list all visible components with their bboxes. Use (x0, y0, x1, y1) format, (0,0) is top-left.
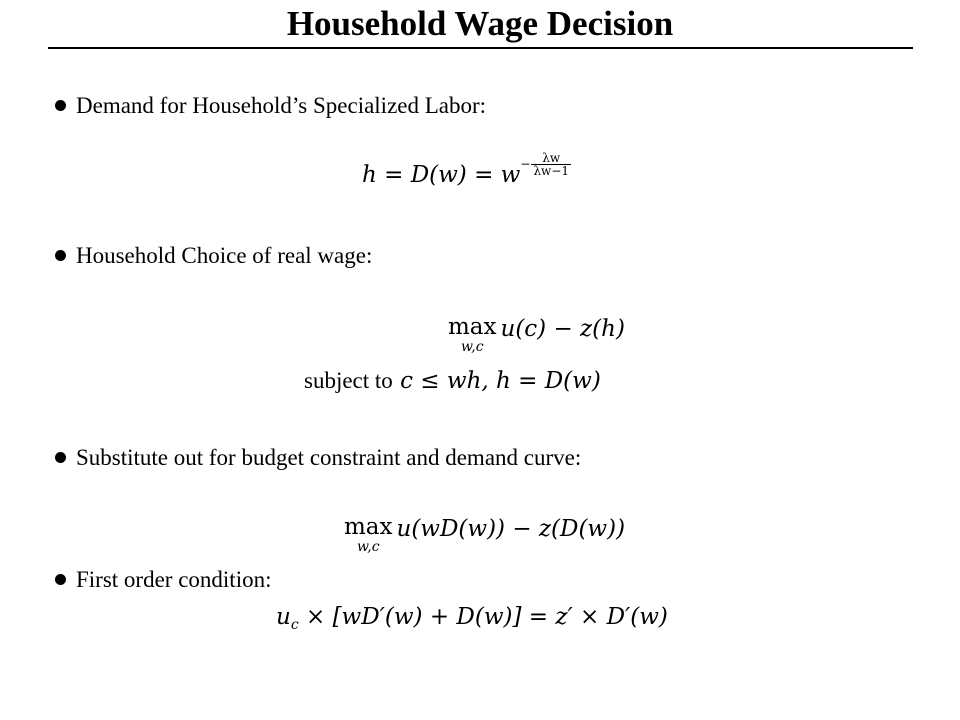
bullet-choice-text: Household Choice of real wage: (76, 243, 373, 268)
substituted-objective-expr: u(wD(w)) − z(D(w)) (396, 516, 626, 542)
choice-objective (448, 314, 625, 354)
choice-objective-expr: u(c) − z(h) (500, 316, 625, 342)
bullet-choice (55, 242, 372, 270)
foc-u-subscript: c (290, 617, 299, 633)
bullet-demand-text: Demand for Household’s Specialized Labor: (76, 93, 487, 118)
max-operator-subscript: w,c (460, 339, 484, 355)
bullet-foc (55, 566, 271, 594)
max-operator-label: max (344, 514, 393, 540)
demand-equation-lhs: h = D(w) = w (362, 162, 521, 188)
max-operator-subscript: w,c (356, 539, 380, 555)
demand-exponent-numerator: λw (531, 152, 571, 165)
max-operator-label: max (448, 314, 497, 340)
bullet-demand (55, 92, 486, 120)
bullet-dot-icon (55, 250, 66, 261)
bullet-dot-icon (55, 452, 66, 463)
foc-rest: × [wD′(w) + D(w)] = z′ × D′(w) (298, 604, 668, 630)
bullet-dot-icon (55, 100, 66, 111)
demand-exponent-denominator: λw−1 (533, 163, 570, 178)
bullet-dot-icon (55, 574, 66, 585)
demand-exponent-sign: − (520, 157, 531, 171)
slide-title: Household Wage Decision (286, 4, 674, 43)
choice-constraint (304, 366, 601, 396)
subject-to-label: subject to (304, 368, 393, 393)
max-operator (448, 314, 497, 354)
demand-exponent-fraction (531, 152, 571, 177)
max-operator (344, 514, 393, 554)
substituted-objective (344, 514, 625, 554)
title-underline (48, 47, 913, 49)
constraint-expr: c ≤ wh, h = D(w) (400, 368, 601, 394)
foc-equation (276, 602, 668, 635)
bullet-foc-text: First order condition: (76, 567, 272, 592)
bullet-substitute-text: Substitute out for budget constraint and demand curve: (76, 445, 582, 470)
foc-u: u (276, 604, 291, 630)
bullet-substitute (55, 444, 581, 472)
